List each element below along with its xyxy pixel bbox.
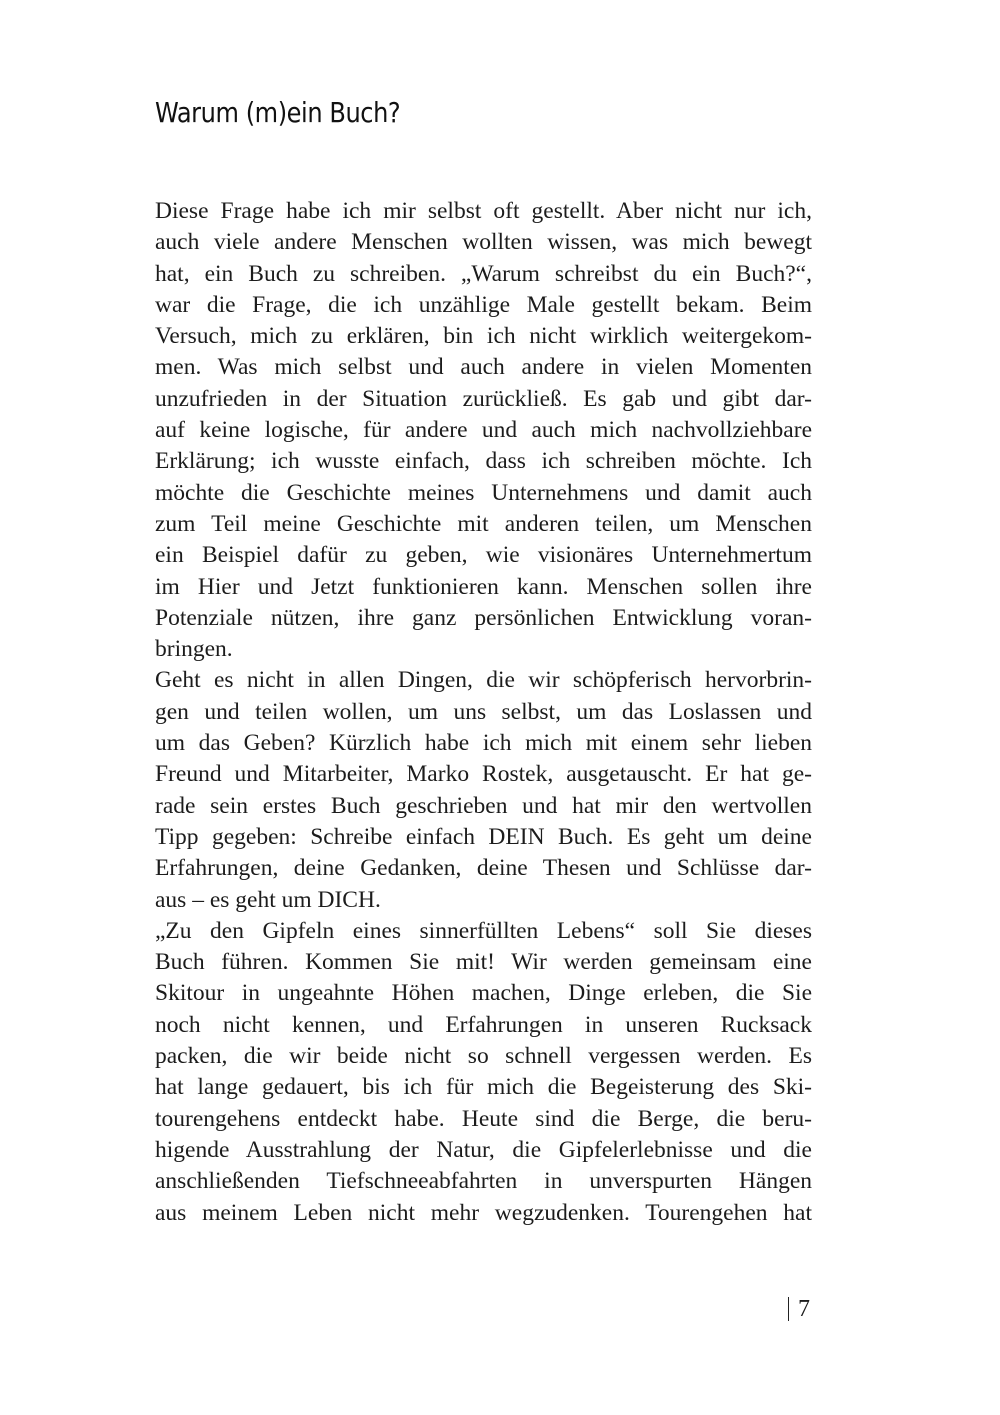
text-line: „Zu den Gipfeln eines sinnerfüllten Lebens“ soll Sie dieses: [155, 917, 812, 944]
text-line: im Hier und Jetzt funktionieren kann. Menschen sollen ihre: [155, 573, 812, 600]
text-line: Potenziale nützen, ihre ganz persönlichen Entwicklung voran-: [155, 604, 812, 631]
text-line: Skitour in ungeahnte Höhen machen, Dinge erleben, die Sie: [155, 980, 812, 1007]
text-line: higende Ausstrahlung der Natur, die Gipfelerlebnisse und die: [155, 1136, 812, 1163]
text-line: packen, die wir beide nicht so schnell vergessen werden. Es: [155, 1043, 812, 1070]
text-line: möchte die Geschichte meines Unternehmens und damit auch: [155, 479, 812, 506]
paragraph: [155, 916, 812, 1229]
text-line: Versuch, mich zu erklären, bin ich nicht wirklich weitergekom-: [155, 323, 812, 350]
text-line: tourengehens entdeckt habe. Heute sind die Berge, die beru-: [155, 1105, 812, 1132]
page-title: Warum (m)ein Buch?: [155, 96, 401, 129]
text-line: aus meinem Leben nicht mehr wegzudenken. Tourengehen hat: [155, 1199, 812, 1226]
text-line: hat, ein Buch zu schreiben. „Warum schreibst du ein Buch?“,: [155, 260, 812, 287]
text-line: um das Geben? Kürzlich habe ich mich mit einem sehr lieben: [155, 730, 812, 757]
paragraph: [155, 196, 812, 665]
text-line: unzufrieden in der Situation zurückließ. Es gab und gibt dar-: [155, 385, 812, 412]
text-line: anschließenden Tiefschneeabfahrten in unverspurten Hängen: [155, 1168, 812, 1195]
text-line: Geht es nicht in allen Dingen, die wir schöpferisch hervorbrin-: [155, 667, 812, 694]
text-line: gen und teilen wollen, um uns selbst, um das Loslassen und: [155, 698, 812, 725]
text-line: men. Was mich selbst und auch andere in vielen Momenten: [155, 354, 812, 381]
text-line: Buch führen. Kommen Sie mit! Wir werden gemeinsam eine: [155, 949, 812, 976]
text-line: Erfahrungen, deine Gedanken, deine Thesen und Schlüsse dar-: [155, 855, 812, 882]
paragraph: [155, 665, 812, 915]
page-footer: [788, 1294, 810, 1324]
text-line: auf keine logische, für andere und auch mich nachvollziehbare: [155, 417, 812, 444]
text-line: Erklärung; ich wusste einfach, dass ich schreiben möchte. Ich: [155, 448, 812, 475]
text-line: war die Frage, die ich unzählige Male gestellt bekam. Beim: [155, 291, 812, 318]
text-line: Tipp gegeben: Schreibe einfach DEIN Buch. Es geht um deine: [155, 823, 812, 850]
text-line: zum Teil meine Geschichte mit anderen teilen, um Menschen: [155, 510, 812, 537]
text-line: aus – es geht um DICH.: [155, 886, 381, 913]
text-line: Diese Frage habe ich mir selbst oft gestellt. Aber nicht nur ich,: [155, 198, 812, 224]
text-line: Freund und Mitarbeiter, Marko Rostek, ausgetauscht. Er hat ge-: [155, 761, 812, 788]
text-line: rade sein erstes Buch geschrieben und hat mir den wertvollen: [155, 792, 812, 819]
text-line: bringen.: [155, 636, 233, 663]
page-number-rule: [788, 1297, 789, 1321]
text-line: noch nicht kennen, und Erfahrungen in unseren Rucksack: [155, 1011, 812, 1038]
text-line: auch viele andere Menschen wollten wissen, was mich bewegt: [155, 229, 812, 256]
text-line: hat lange gedauert, bis ich für mich die Begeisterung des Ski-: [155, 1074, 812, 1101]
body-text: [155, 196, 812, 1229]
text-line: ein Beispiel dafür zu geben, wie visionäres Unternehmertum: [155, 542, 812, 569]
page-number: 7: [798, 1295, 810, 1322]
